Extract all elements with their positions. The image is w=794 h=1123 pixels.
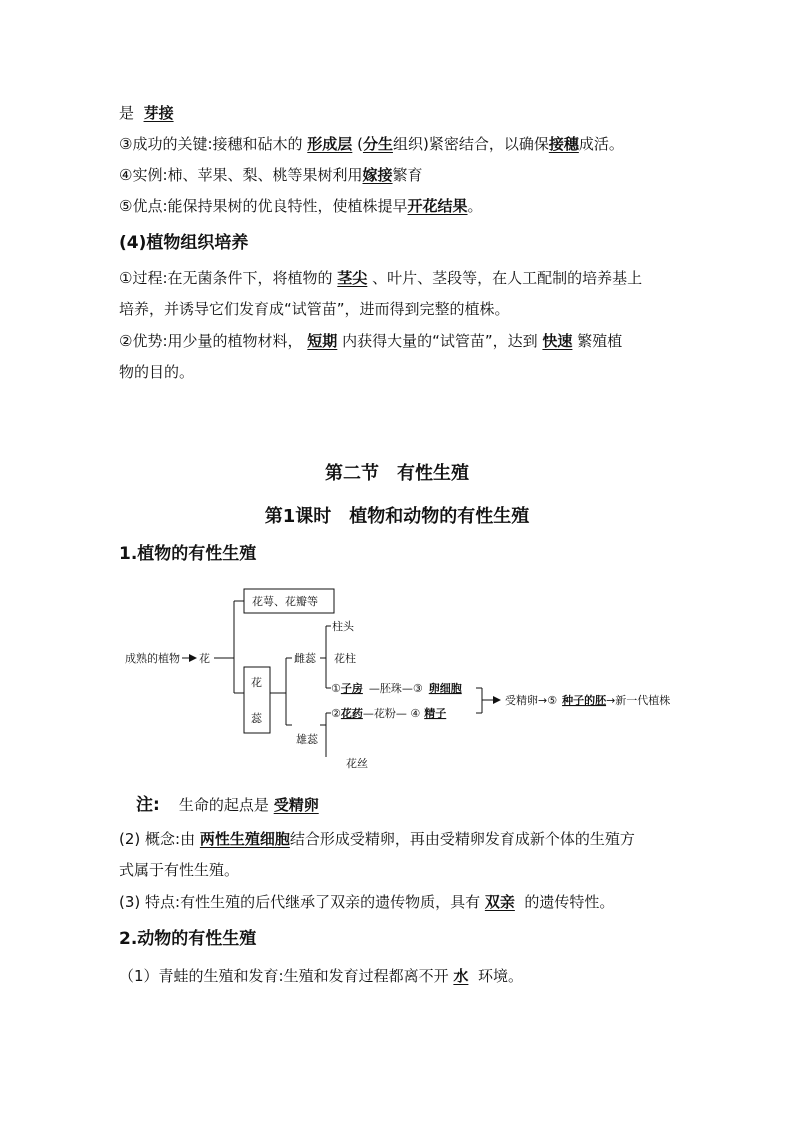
anther-answer: 花药 <box>340 707 363 720</box>
text: ④实例:柿、苹果、梨、桃等果树利用 <box>119 166 363 184</box>
answer-blank: 受精卵 <box>273 796 319 814</box>
sepals-label: 花萼、花瓣等 <box>252 595 318 608</box>
ovary-num: ① <box>331 682 341 695</box>
line-grafting-advantage <box>119 196 483 216</box>
anther-num: ② <box>331 707 341 720</box>
text: 内获得大量的“试管苗”，达到 <box>342 332 538 350</box>
note-label: 注: <box>136 795 160 815</box>
filament-label: 花丝 <box>346 757 368 770</box>
text: ③成功的关键:接穗和砧木的 <box>119 135 303 153</box>
answer-blank: 两性生殖细胞 <box>199 830 290 848</box>
feature-line <box>119 892 614 912</box>
text: 。 <box>467 197 483 215</box>
box2-top: 花 <box>251 676 262 689</box>
stamen-label: 雄蕊 <box>296 733 318 746</box>
text: 环境。 <box>477 967 523 985</box>
concept-line1 <box>119 829 635 849</box>
tissue-process-line1 <box>119 268 642 288</box>
answer-blank: 茎尖 <box>337 269 368 287</box>
note-line <box>136 795 328 815</box>
diagram-start: 成熟的植物 <box>125 652 180 665</box>
text: 组织)紧密结合，以确保 <box>392 135 549 153</box>
answer-blank: 分生 <box>362 135 393 153</box>
text: 、叶片、茎段等，在人工配制的培养基上 <box>372 269 643 287</box>
text: (3) 特点:有性生殖的后代继承了双亲的遗传物质，具有 <box>119 893 481 911</box>
concept-line2: 式属于有性生殖。 <box>119 861 240 879</box>
text: 是 <box>119 104 135 122</box>
text: （1）青蛙的生殖和发育:生殖和发育过程都离不开 <box>119 967 449 985</box>
frog-line <box>119 966 523 986</box>
answer-blank: 水 <box>453 967 469 985</box>
text: 生命的起点是 <box>178 796 269 814</box>
subsection-animal: 2.动物的有性生殖 <box>119 929 257 949</box>
text: ( <box>357 135 363 153</box>
text: 结合形成受精卵，再由受精卵发育成新个体的生殖方 <box>289 830 635 848</box>
text: 的遗传特性。 <box>524 893 615 911</box>
answer-blank: 双亲 <box>484 893 515 911</box>
line-bud-grafting <box>119 103 188 123</box>
text: 繁殖植 <box>577 332 623 350</box>
answer-blank: 快速 <box>542 332 573 350</box>
flower-structure-diagram <box>120 585 710 775</box>
answer-blank: 嫁接 <box>362 166 393 184</box>
embryo-answer: 种子的胚 <box>562 694 607 707</box>
diagram-flower: 花 <box>199 652 210 665</box>
text: 繁育 <box>392 166 423 184</box>
text: ②优势:用少量的植物材料， <box>119 332 303 350</box>
tissue-process-line2: 培养，并诱导它们发育成“试管苗”，进而得到完整的植株。 <box>119 300 510 318</box>
sperm-answer: 精子 <box>424 707 447 720</box>
pistil-label: 雌蕊 <box>294 652 316 665</box>
tissue-culture-heading: (4)植物组织培养 <box>119 233 249 253</box>
line-grafting-key <box>119 134 624 154</box>
box2-bottom: 蕊 <box>251 712 262 725</box>
text: (2) 概念:由 <box>119 830 196 848</box>
answer-blank: 接穗 <box>548 135 579 153</box>
text: 成活。 <box>578 135 624 153</box>
anther-mid: —花粉— ④ <box>362 707 421 720</box>
line-grafting-example <box>119 165 423 185</box>
lesson-title: 第1课时 植物和动物的有性生殖 <box>264 506 530 527</box>
stigma-label: 柱头 <box>332 620 354 633</box>
zygote-text: 受精卵→⑤ <box>505 694 558 707</box>
subsection-plant: 1.植物的有性生殖 <box>119 544 257 564</box>
anther-row <box>331 706 446 720</box>
section-title: 第二节 有性生殖 <box>325 463 469 484</box>
answer-blank: 开花结果 <box>407 197 468 215</box>
zygote-row <box>505 693 670 707</box>
egg-answer: 卵细胞 <box>428 682 462 695</box>
tissue-advantage-line1 <box>119 331 622 351</box>
ovary-row <box>331 681 462 695</box>
answer-blank: 形成层 <box>307 135 353 153</box>
next-gen-text: →新一代植株 <box>606 694 671 707</box>
text: ①过程:在无菌条件下，将植物的 <box>119 269 333 287</box>
ovary-mid: —胚珠—③ <box>368 682 423 695</box>
tissue-advantage-line2: 物的目的。 <box>119 363 195 381</box>
answer-blank: 短期 <box>307 332 338 350</box>
ovary-answer: 子房 <box>340 682 363 695</box>
style-label: 花柱 <box>334 652 356 665</box>
answer-blank: 芽接 <box>143 104 174 122</box>
text: ⑤优点:能保持果树的优良特性，使植株提早 <box>119 197 408 215</box>
